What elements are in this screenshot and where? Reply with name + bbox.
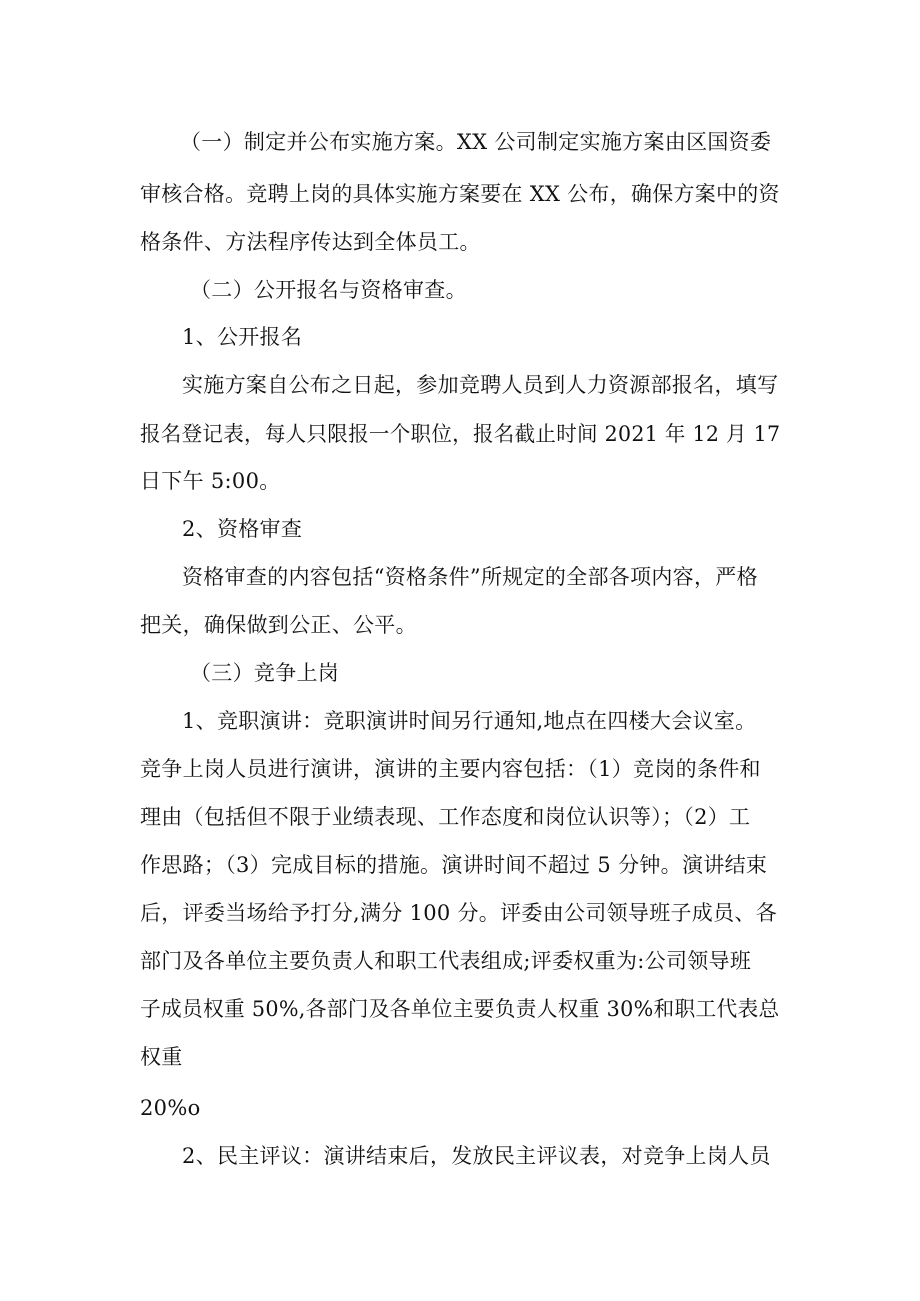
paragraph-line-17: 后，评委当场给予打分,满分 100 分。评委由公司领导班子成员、各 bbox=[140, 901, 778, 925]
paragraph-line-6: 实施方案自公布之日起，参加竞聘人员到人力资源部报名，填写 bbox=[182, 373, 779, 397]
paragraph-line-1: （一）制定并公布实施方案。XX 公司制定实施方案由区国资委 bbox=[180, 130, 772, 154]
paragraph-line-7: 报名登记表，每人只限报一个职位，报名截止时间 2021 年 12 月 17 bbox=[140, 422, 781, 446]
paragraph-line-16: 作思路；（3）完成目标的措施。演讲时间不超过 5 分钟。演讲结束 bbox=[140, 853, 768, 877]
paragraph-line-11: 把关，确保做到公正、公平。 bbox=[140, 613, 417, 637]
section-heading-2: （二）公开报名与资格审查。 bbox=[190, 278, 467, 302]
section-heading-3: （三）竞争上岗 bbox=[190, 661, 340, 685]
subheading-registration: 1、公开报名 bbox=[182, 325, 303, 349]
paragraph-line-10: 资格审查的内容包括“资格条件”所规定的全部各项内容，严格 bbox=[182, 565, 758, 589]
paragraph-line-14: 竞争上岗人员进行演讲，演讲的主要内容包括：（1）竞岗的条件和 bbox=[140, 757, 761, 781]
paragraph-line-19: 子成员权重 50%,各部门及各单位主要负责人权重 30%和职工代表总 bbox=[140, 997, 780, 1021]
subheading-qualification: 2、资格审查 bbox=[182, 517, 303, 541]
paragraph-line-15: 理由（包括但不限于业绩表现、工作态度和岗位认识等）；（2）工 bbox=[140, 805, 751, 829]
paragraph-line-13: 1、竞职演讲：竞职演讲时间另行通知,地点在四楼大会议室。 bbox=[182, 709, 757, 733]
paragraph-line-21: 20%o bbox=[140, 1096, 201, 1120]
paragraph-line-20: 权重 bbox=[140, 1045, 183, 1069]
paragraph-line-22: 2、民主评议：演讲结束后，发放民主评议表，对竞争上岗人员 bbox=[182, 1144, 771, 1168]
paragraph-line-2: 审核合格。竞聘上岗的具体实施方案要在 XX 公布，确保方案中的资 bbox=[140, 182, 780, 206]
paragraph-line-8: 日下午 5:00。 bbox=[140, 469, 281, 493]
paragraph-line-3: 格条件、方法程序传达到全体员工。 bbox=[140, 230, 481, 254]
paragraph-line-18: 部门及各单位主要负责人和职工代表组成;评委权重为:公司领导班 bbox=[140, 949, 752, 973]
